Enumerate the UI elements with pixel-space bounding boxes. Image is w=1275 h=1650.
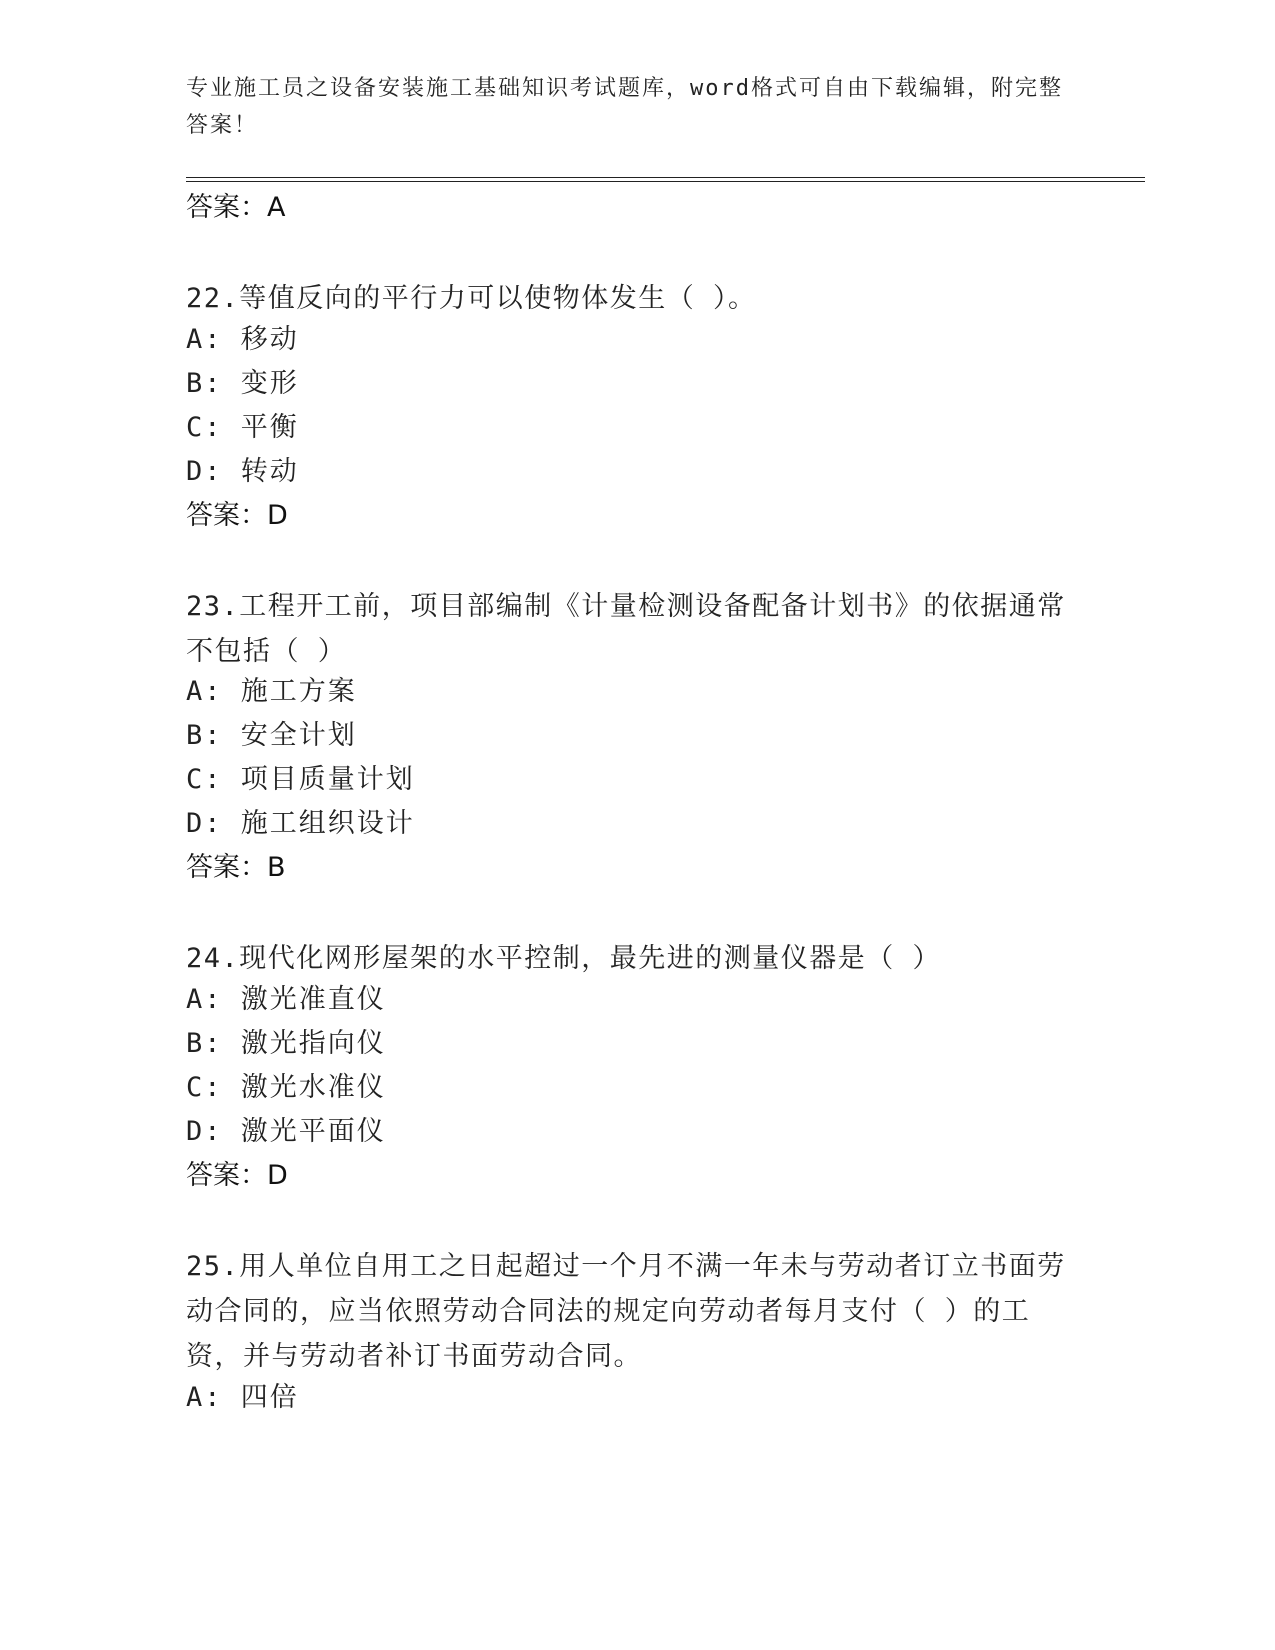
- document-header: 专业施工员之设备安装施工基础知识考试题库，word格式可自由下载编辑，附完整答案！: [186, 76, 1063, 138]
- question-24-option-b: B: 激光指向仪: [186, 1028, 386, 1059]
- question-24-option-c: C: 激光水准仪: [186, 1072, 386, 1103]
- question-24-option-a: A: 激光准直仪: [186, 984, 386, 1015]
- question-22-option-c: C: 平衡: [186, 412, 299, 443]
- question-23-answer: 答案：B: [186, 852, 286, 883]
- question-22-option-d: D: 转动: [186, 456, 299, 487]
- question-24-option-d: D: 激光平面仪: [186, 1116, 386, 1147]
- answer-previous: 答案：A: [186, 192, 286, 223]
- question-25-option-a: A: 四倍: [186, 1382, 299, 1413]
- question-24: 24.现代化网形屋架的水平控制，最先进的测量仪器是（ ）: [186, 943, 942, 974]
- question-23-option-b: B: 安全计划: [186, 720, 357, 751]
- question-23: 23.工程开工前，项目部编制《计量检测设备配备计划书》的依据通常不包括（ ）: [186, 591, 1066, 667]
- question-22-answer: 答案：D: [186, 500, 288, 531]
- question-22-option-b: B: 变形: [186, 368, 299, 399]
- question-22-option-a: A: 移动: [186, 324, 299, 355]
- question-25: 25.用人单位自用工之日起超过一个月不满一年未与劳动者订立书面劳动合同的，应当依照劳动合同法的规定向劳动者每月支付（ ）的工资，并与劳动者补订书面劳动合同。: [186, 1251, 1066, 1372]
- header-divider-top: [186, 177, 1145, 178]
- question-22: 22.等值反向的平行力可以使物体发生（ ）。: [186, 283, 757, 314]
- question-23-option-d: D: 施工组织设计: [186, 808, 415, 839]
- question-24-answer: 答案：D: [186, 1160, 288, 1191]
- question-23-option-a: A: 施工方案: [186, 676, 357, 707]
- question-23-option-c: C: 项目质量计划: [186, 764, 415, 795]
- header-divider-bottom: [186, 181, 1145, 182]
